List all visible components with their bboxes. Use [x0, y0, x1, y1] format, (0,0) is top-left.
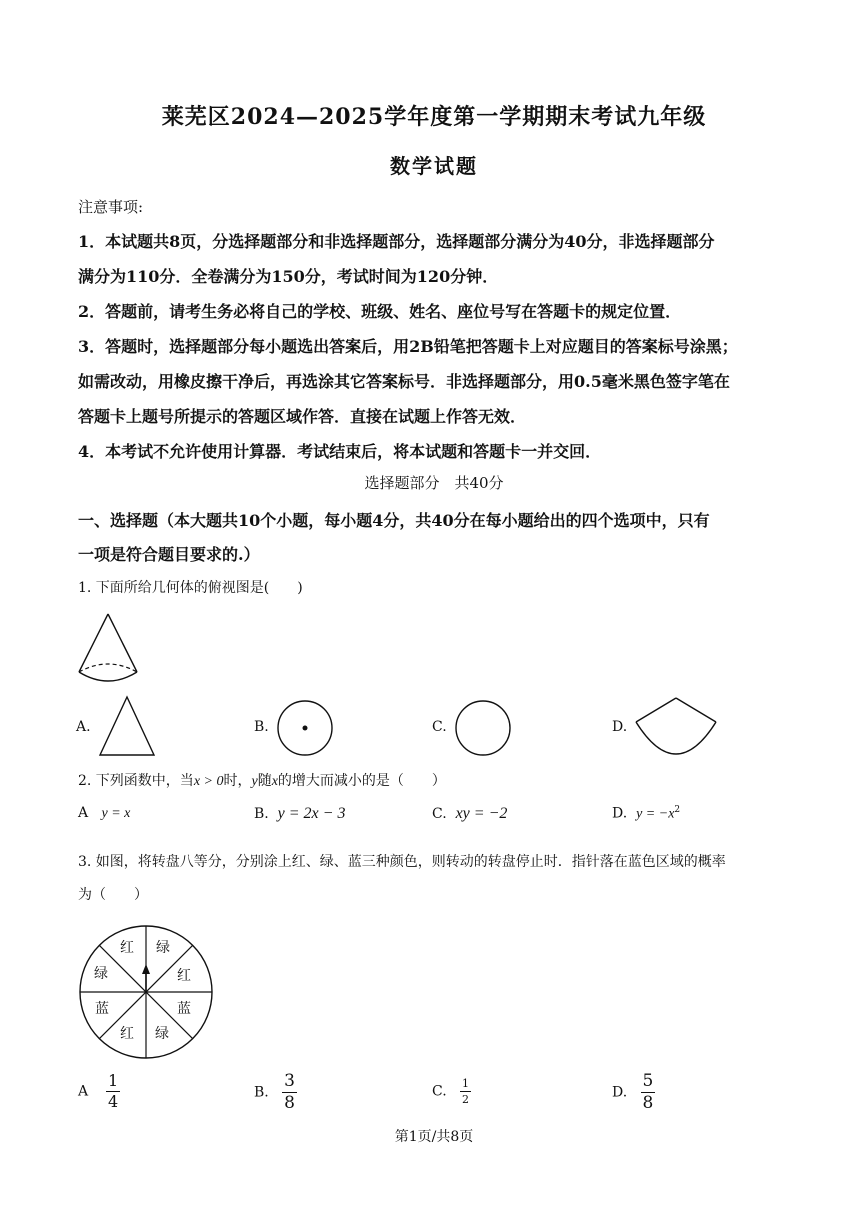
q2-stem: 2. 下列函数中，当x > 0时，y随x的增大而减小的是（ ）	[78, 773, 446, 789]
circle-with-center-icon	[276, 699, 334, 757]
part-title-line-2: 一项是符合题目要求的.）	[78, 545, 260, 564]
q1-cone-figure	[76, 612, 140, 687]
wheel-label-1: 红	[120, 940, 134, 956]
q1-option-b-label[interactable]: B.	[254, 719, 269, 735]
q3-option-a[interactable]: A $\frac{1}{4}$	[78, 1071, 119, 1111]
notice-line-5: 如需改动，用橡皮擦干净后，再选涂其它答案标号．非选择题部分，用0.5毫米黑色签字笔在	[78, 372, 730, 391]
q2-option-b[interactable]: B. y = 2x − 3	[254, 805, 346, 822]
q2-option-c[interactable]: C. xy = −2	[432, 805, 508, 822]
q1-option-a-label[interactable]: A.	[76, 719, 91, 735]
triangle-icon	[98, 695, 156, 757]
part-title-line-1: 一、选择题（本大题共10个小题，每小题4分，共40分在每小题给出的四个选项中，只有	[78, 511, 710, 530]
wheel-label-6: 蓝	[177, 1001, 191, 1017]
q3-option-c[interactable]: C. $\frac{1}{2}$	[432, 1077, 470, 1106]
q2-option-d[interactable]: D. $y = -x^2$	[612, 805, 681, 822]
page-footer: 第1页/共8页	[394, 1129, 474, 1145]
q1-option-d-label[interactable]: D.	[612, 719, 628, 735]
wheel-label-8: 绿	[155, 1026, 169, 1042]
wheel-label-7: 红	[120, 1026, 134, 1042]
wheel-label-2: 绿	[156, 940, 170, 956]
wheel-label-5: 蓝	[95, 1001, 109, 1017]
notice-heading: 注意事项:	[78, 198, 144, 216]
page-subtitle: 数学试题	[390, 154, 478, 178]
notice-line-6: 答题卡上题号所提示的答题区域作答．直接在试题上作答无效．	[78, 407, 527, 426]
notice-line-4: 3．答题时，选择题部分每小题选出答案后，用2B铅笔把答题卡上对应题目的答案标号涂黑；	[78, 337, 738, 356]
q3-stem-line-2: 为（ ）	[78, 887, 148, 903]
q3-option-b[interactable]: B. $\frac{3}{8}$	[254, 1071, 295, 1113]
notice-line-1: 1．本试题共8页，分选择题部分和非选择题部分，选择题部分满分为40分，非选择题部分	[78, 232, 715, 251]
page-title: 莱芜区2024—2025学年度第一学期期末考试九年级	[161, 104, 707, 130]
sector-icon	[634, 696, 718, 758]
notice-line-2: 满分为110分．全卷满分为150分，考试时间为120分钟．	[78, 267, 499, 286]
spinner-wheel-figure	[78, 924, 214, 1060]
wheel-label-3: 绿	[94, 966, 108, 982]
section-heading: 选择题部分 共40分	[364, 474, 504, 492]
wheel-label-4: 红	[177, 968, 191, 984]
q3-stem-line-1: 3. 如图，将转盘八等分，分别涂上红、绿、蓝三种颜色，则转动的转盘停止时．指针落在蓝色区域的概率	[78, 854, 726, 870]
q1-option-c-label[interactable]: C.	[432, 719, 447, 735]
circle-icon	[454, 699, 512, 757]
notice-line-3: 2．答题前，请考生务必将自己的学校、班级、姓名、座位号写在答题卡的规定位置．	[78, 302, 682, 321]
q1-stem: 1. 下面所给几何体的俯视图是( )	[78, 580, 303, 596]
notice-line-7: 4．本考试不允许使用计算器．考试结束后，将本试题和答题卡一并交回．	[78, 442, 602, 461]
q2-option-a[interactable]: A y = x	[78, 805, 131, 821]
q3-option-d[interactable]: D. $\frac{5}{8}$	[612, 1071, 654, 1113]
